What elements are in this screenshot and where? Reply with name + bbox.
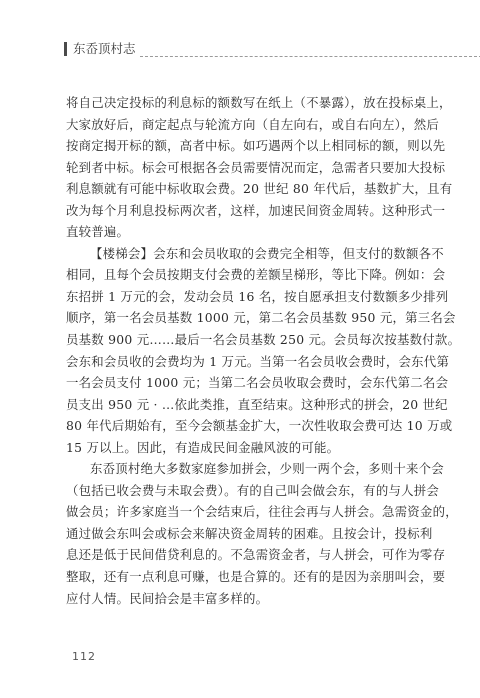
paragraph [66, 458, 458, 609]
text-line: 做会员；许多家庭当一个会结束后，往往会再与人拼会。急需资金的， [66, 504, 458, 520]
text-line: 改为每个月利息投标两次者，这样，加速民间资金周转。这种形式一 [66, 202, 446, 218]
text-line: 员基数 900 元……最后一名会员基数 250 元。会员每次按基数付款。 [66, 332, 461, 348]
text-line: 应付人情。民间拾会是丰富多样的。 [66, 590, 269, 606]
text-line: （包括已收会费与未取会费）。有的自己叫会做会东，有的与人拼会 [66, 482, 440, 498]
running-header [64, 40, 420, 60]
text-line: 相同，且每个会员按期支付会费的差额呈梯形，等比下降。例如：会 [66, 267, 446, 283]
paragraph [66, 92, 453, 243]
text-line: 东招拼 1 万元的会，发动会员 16 名，按自愿承担支付数额多少排列 [66, 288, 449, 304]
text-line: 一名会员支付 1000 元；当第二名会员收取会费时，会东代第二名会 [66, 375, 449, 391]
text-line: 整取，还有一点利息可赚，也是合算的。还有的是因为亲朋叫会，要 [66, 569, 446, 585]
text-line: 将自己决定投标的利息标的额数写在纸上（不暴露），放在投标桌上， [66, 95, 452, 110]
text-line: 直较普遍。 [66, 224, 130, 240]
page-number: 112 [72, 650, 96, 663]
header-dashed-rule [140, 56, 480, 57]
header-accent-bar [64, 42, 67, 56]
text-line: 轮到者中标。标会可根据各会员需要情况而定，急需者只要加大投标 [66, 159, 446, 175]
text-line: 东岙顶村绝大多数家庭参加拼会，少则一两个会，多则十来个会 [90, 461, 444, 477]
text-line: 会东和会员收的会费均为 1 万元。当第一名会员收会费时，会东代第 [66, 353, 450, 369]
text-line: 大家放好后，商定起点与轮流方向（自左向右，或自右向左），然后 [66, 116, 440, 132]
text-line: 顺序，第一名会员基数 1000 元，第二名会员基数 950 元，第三名会 [66, 310, 456, 326]
text-line: 【楼梯会】会东和会员收取的会费完全相等，但支付的数额各不 [90, 245, 444, 261]
text-line: 15 万以上。因此，有造成民间金融风波的可能。 [66, 439, 340, 455]
body-text [66, 92, 461, 609]
text-line: 按商定揭开标的额，高者中标。如巧遇两个以上相同标的额，则以先 [66, 138, 446, 154]
paragraph [66, 243, 461, 458]
text-line: 利息额就有可能中标收取会费。20 世纪 80 年代后，基数扩大，且有 [66, 181, 453, 197]
text-line: 通过做会东叫会或标会来解决资金周转的困难。且按会计，投标利 [66, 525, 433, 541]
text-line: 80 年代后期始有，至今会额基金扩大，一次性收取会费可达 10 万或 [66, 418, 453, 434]
text-line: 员支出 950 元 · …依此类推，直至结束。这种形式的拼会，20 世纪 [66, 396, 448, 412]
header-title: 东岙顶村志 [73, 41, 136, 56]
text-line: 息还是低于民间借贷利息的。不急需资金者，与人拼会，可作为零存 [66, 547, 446, 563]
